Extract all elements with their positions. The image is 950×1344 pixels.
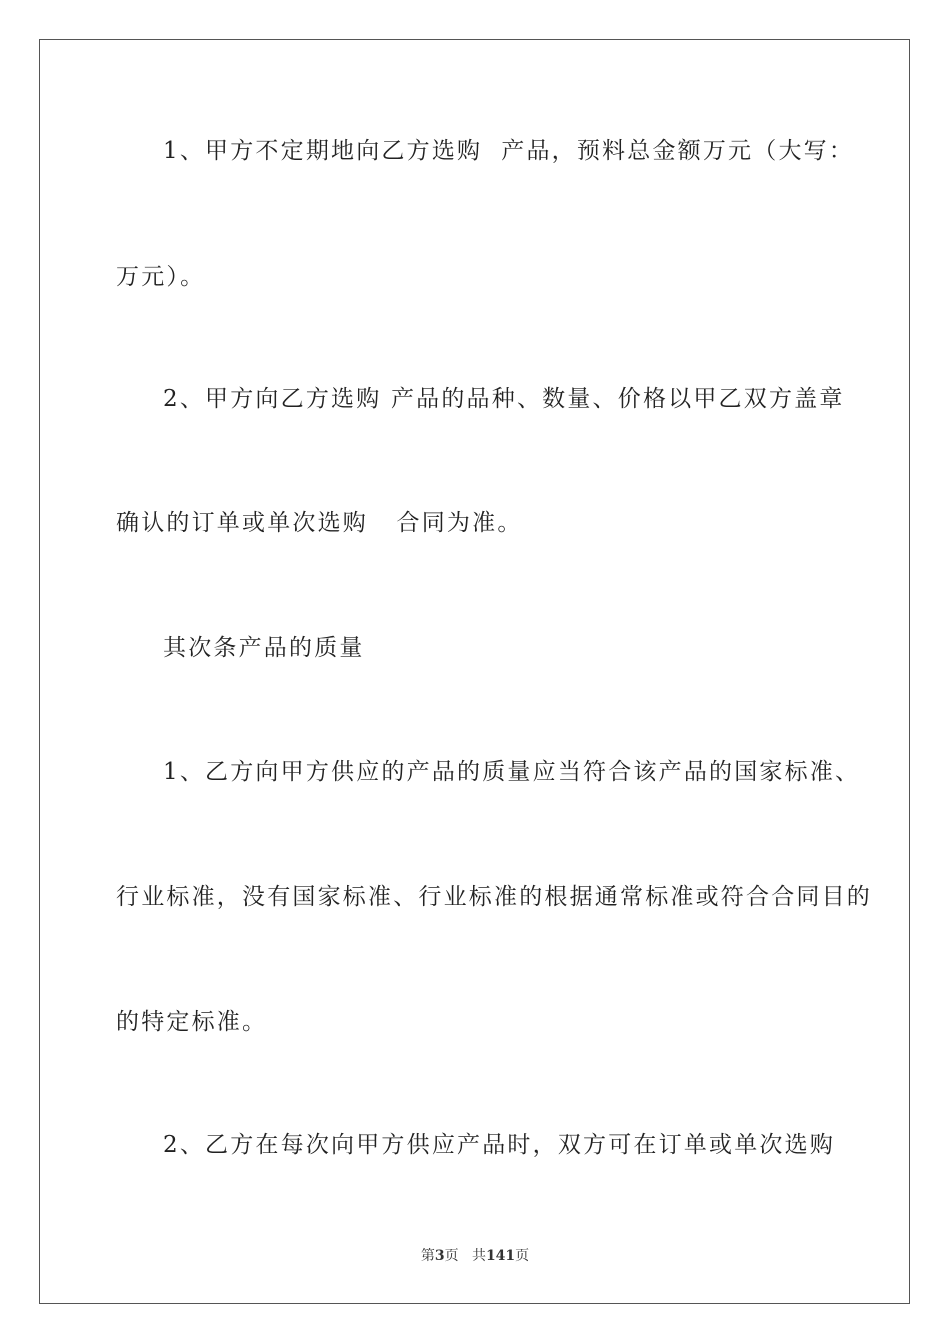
footer-page-suffix: 页: [444, 1248, 459, 1264]
paragraph-line-4: 确认的订单或单次选购 合同为准。: [116, 510, 523, 536]
paragraph-line-9: 2、乙方在每次向甲方供应产品时，双方可在订单或单次选购: [163, 1132, 836, 1158]
footer-total-suffix: 页: [515, 1248, 530, 1264]
page-footer: [0, 1245, 950, 1265]
paragraph-line-6: 1、乙方向甲方供应的产品的质量应当符合该产品的国家标准、: [163, 759, 861, 785]
footer-page-prefix: 第: [420, 1248, 435, 1264]
page-border: [39, 39, 910, 1304]
paragraph-line-7: 行业标准，没有国家标准、行业标准的根据通常标准或符合合同目的: [116, 884, 872, 910]
paragraph-line-2: 万元）。: [116, 264, 206, 290]
footer-page-number: 3: [434, 1248, 445, 1264]
footer-total-pages: 141: [485, 1248, 516, 1264]
section-heading: 其次条产品的质量: [163, 635, 365, 661]
footer-total-prefix: 共: [471, 1248, 486, 1264]
paragraph-line-3: 2、甲方向乙方选购 产品的品种、数量、价格以甲乙双方盖章: [163, 386, 845, 412]
paragraph-line-8: 的特定标准。: [116, 1009, 268, 1035]
paragraph-line-1: 1、甲方不定期地向乙方选购 产品，预料总金额万元（大写：: [163, 138, 855, 164]
